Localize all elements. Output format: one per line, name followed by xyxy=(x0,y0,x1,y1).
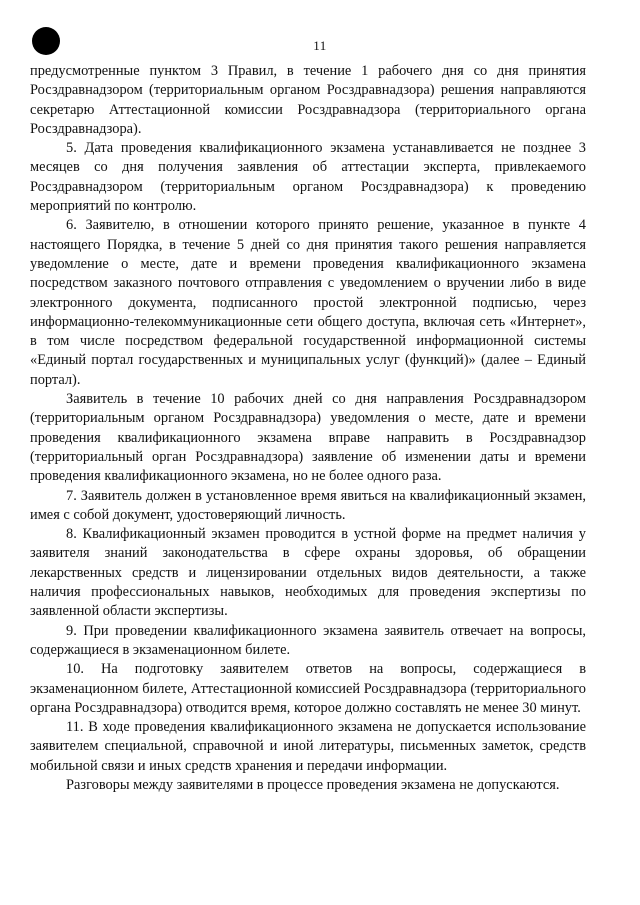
paragraph-item-5: 5. Дата проведения квалификационного экзамена устанавливается не позднее 3 месяцев со дня получения заявления об аттестации эксперта, привлекаемого Росздравнадзором (территориальным органом Росздравнадзора) к проведению мероприятий по контролю. xyxy=(30,140,586,215)
page-number: 11 xyxy=(313,38,327,53)
paragraph-item-6: 6. Заявителю, в отношении которого принято решение, указанное в пункте 4 настоящего Порядка, в течение 5 дней со дня принятия такого решения направляется уведомление о месте, дате и времени проведения квалификационного экзамена посредством заказного почтового отправления с уведомлением о вручении либо в виде электронного документа, подписанного простой электронной подписью, через информационно-телекоммуникационные сети общего доступа, включая сеть «Интернет», в том числе посредством федеральной государственной информационной системы «Единый портал государственных и муниципальных услуг (функций)» (далее – Единый портал). xyxy=(30,217,586,388)
paragraph-item-11: 11. В ходе проведения квалификационного экзамена не допускается использование заявителем специальной, справочной и иной литературы, письменных заметок, средств мобильной связи и иных средств хранения и передачи информации. xyxy=(30,719,586,774)
paragraph-item-7: 7. Заявитель должен в установленное время явиться на квалификационный экзамен, имея с собой документ, удостоверяющий личность. xyxy=(30,487,586,523)
paragraph-item-10: 10. На подготовку заявителем ответов на вопросы, содержащиеся в экзаменационном билете, Аттестационной комиссией Росздравнадзора (территориального органа Росздравнадзора) отводится время, которое должно составлять не менее 30 минут. xyxy=(30,661,586,716)
paragraph-item-6-continued: Заявитель в течение 10 рабочих дней со дня направления Росздравнадзором (территориальным органом Росздравнадзора) уведомления о месте, дате и времени проведения квалификационного экзамена вправе направить в Росздравнадзор (территориальный орган Росздравнадзора) заявление об изменении даты и времени проведения квалификационного экзамена, но не более одного раза. xyxy=(30,391,586,485)
paragraph-item-9: 9. При проведении квалификационного экзамена заявитель отвечает на вопросы, содержащиеся в экзаменационном билете. xyxy=(30,622,586,658)
paragraph-item-8: 8. Квалификационный экзамен проводится в устной форме на предмет наличия у заявителя знаний законодательства в сфере охраны здоровья, об обращении лекарственных средств и лицензировании отдельных видов деятельности, а также наличия профессиональных навыков, необходимых для проведения экспертизы по заявленной области экспертизы. xyxy=(30,526,586,620)
document-body xyxy=(30,62,586,795)
paragraph-item-11-continued: Разговоры между заявителями в процессе проведения экзамена не допускаются. xyxy=(66,776,560,793)
paragraph-continuation: предусмотренные пунктом 3 Правил, в течение 1 рабочего дня со дня принятия Росздравнадзором (территориальным органом Росздравнадзора) решения направляются секретарю Аттестационной комиссии Росздравнадзора (территориального органа Росздравнадзора). xyxy=(30,63,586,137)
